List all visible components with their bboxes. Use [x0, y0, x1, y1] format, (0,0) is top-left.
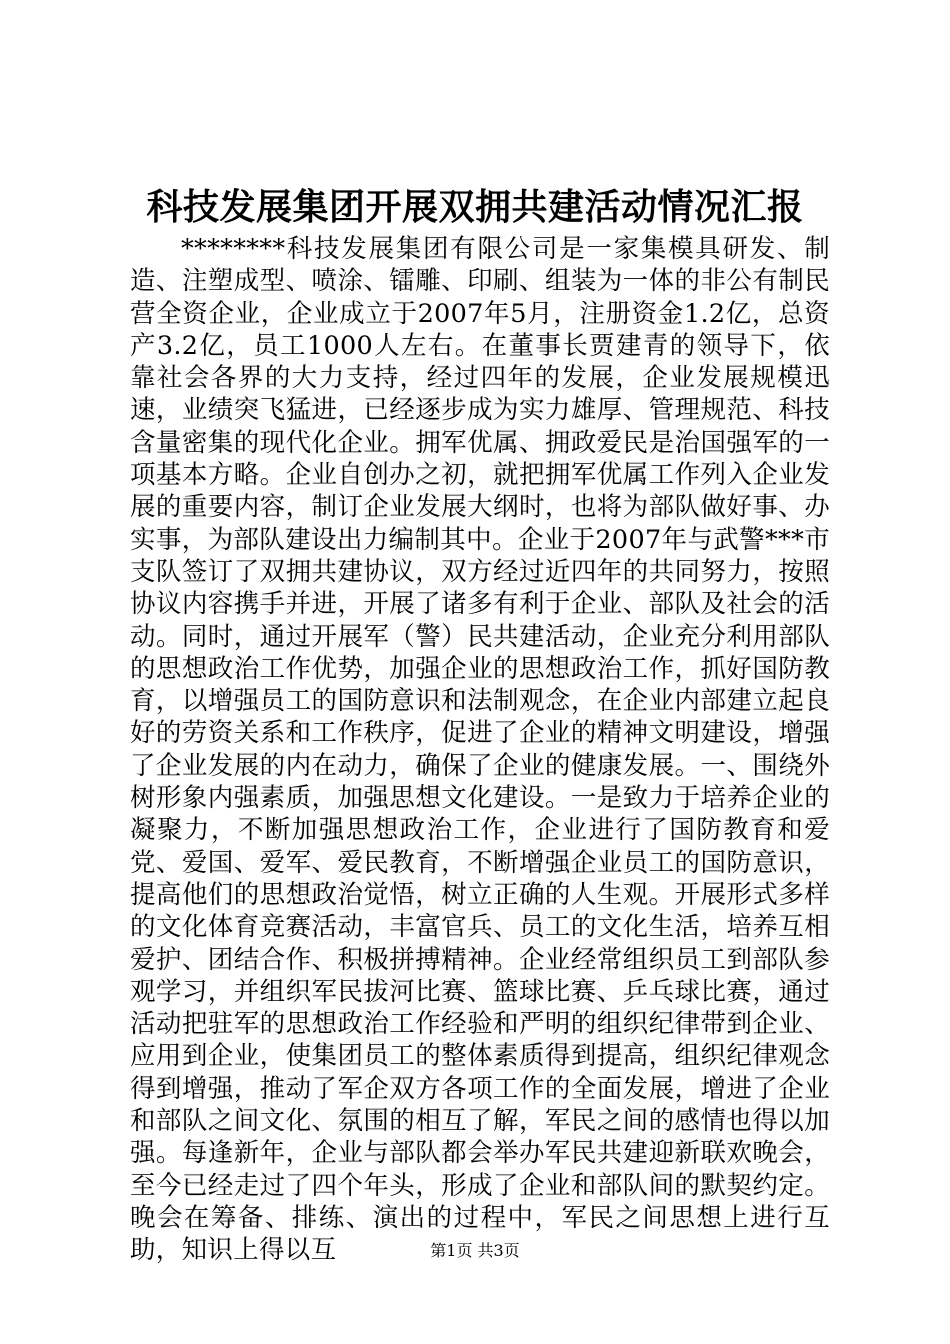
document-title: 科技发展集团开展双拥共建活动情况汇报	[146, 186, 804, 228]
document-body: ********科技发展集团有限公司是一家集模具研发、制造、注塑成型、喷涂、镭雕、印刷、组装为一体的非公有制民营全资企业，企业成立于2007年5月，注册资金1.2亿，总资产3.2亿，员工1000人左右。在董事长贾建青的领导下，依靠社会各界的大力支持，经过四年的发展，企业发展规模迅速，业绩突飞猛进，已经逐步成为实力雄厚、管理规范、科技含量密集的现代化企业。拥军优属、拥政爱民是治国强军的一项基本方略。企业自创办之初，就把拥军优属工作列入企业发展的重要内容，制订企业发展大纲时，也将为部队做好事、办实事，为部队建设出力编制其中。企业于2007年与武警***市支队签订了双拥共建协议，双方经过近四年的共同努力，按照协议内容携手并进，开展了诸多有利于企业、部队及社会的活动。同时，通过开展军（警）民共建活动，企业充分利用部队的思想政治工作优势，加强企业的思想政治工作，抓好国防教育，以增强员工的国防意识和法制观念，在企业内部建立起良好的劳资关系和工作秩序，促进了企业的精神文明建设，增强了企业发展的内在动力，确保了企业的健康发展。一、围绕外树形象内强素质，加强思想文化建设。一是致力于培养企业的凝聚力，不断加强思想政治工作，企业进行了国防教育和爱党、爱国、爱军、爱民教育，不断增强企业员工的国防意识，提高他们的思想政治觉悟，树立正确的人生观。开展形式多样的文化体育竞赛活动，丰富官兵、员工的文化生活，培养互相爱护、团结合作、积极拼搏精神。企业经常组织员工到部队参观学习，并组织军民拔河比赛、篮球比赛、乒乓球比赛，通过活动把驻军的思想政治工作经验和严明的组织纪律带到企业、应用到企业，使集团员工的整体素质得到提高，组织纪律观念得到增强，推动了军企双方各项工作的全面发展，增进了企业和部队之间文化、氛围的相互了解，军民之间的感情也得以加强。每逢新年，企业与部队都会举办军民共建迎新联欢晚会，至今已经走过了四个年头，形成了企业和部队间的默契约定。晚会在筹备、排练、演出的过程中，军民之间思想上进行互助，知识上得以互	[130, 234, 830, 1266]
page-footer: 第1页 共3页	[430, 1241, 520, 1260]
